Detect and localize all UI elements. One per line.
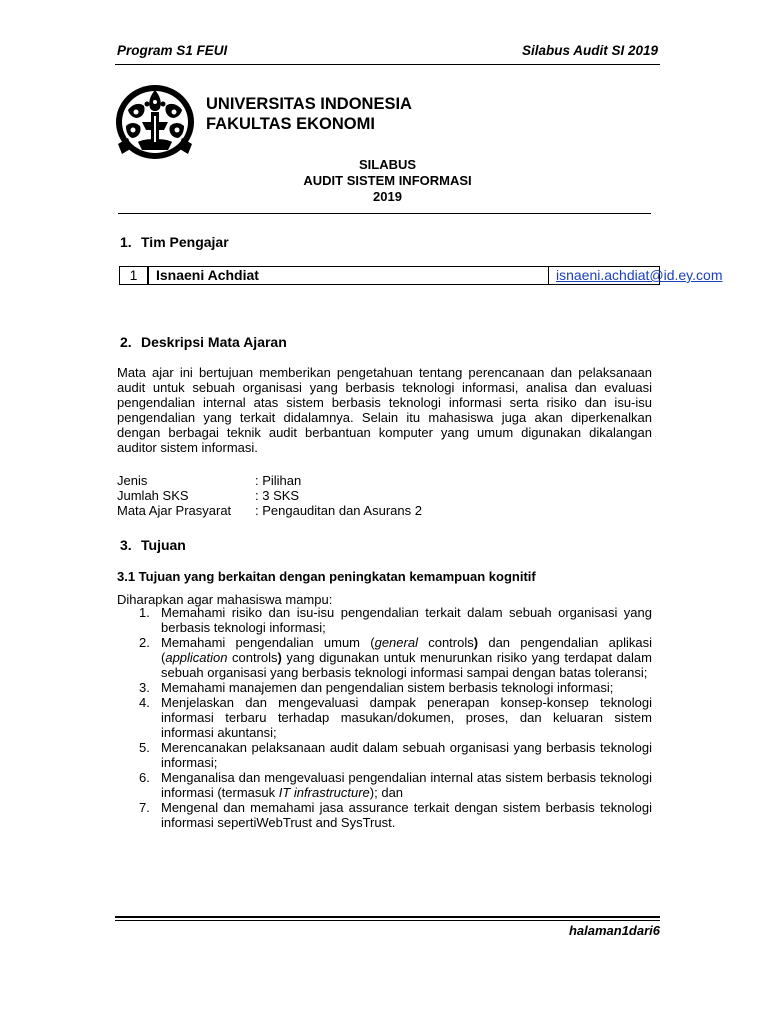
header-doc-title: Silabus Audit SI 2019 — [521, 43, 658, 58]
course-description — [117, 365, 652, 455]
section-heading-tim-pengajar: 1. Tim Pengajar — [120, 234, 229, 250]
section-heading-deskripsi: 2. Deskripsi Mata Ajaran — [120, 334, 287, 350]
university-name: UNIVERSITAS INDONESIA — [206, 95, 412, 113]
page-number: halaman1dari6 — [568, 923, 660, 938]
team-member-name: Isnaeni Achdiat — [156, 267, 259, 283]
objectives-list — [130, 605, 652, 830]
subsection-heading: 3.1 Tujuan yang berkaitan dengan peningkatan kemampuan kognitif — [117, 569, 536, 584]
document-title — [115, 157, 660, 205]
title-year: 2019 — [373, 189, 402, 204]
objective-item: 3. Memahami manajemen dan pengendalian sistem berbasis teknologi informasi; — [139, 680, 614, 695]
team-member-name-cell — [149, 267, 549, 284]
team-member-email-cell — [549, 267, 723, 284]
makara-ui-logo-icon — [114, 82, 196, 160]
title-line-1: SILABUS — [358, 157, 417, 172]
objective-item: 7. Mengenal dan memahami jasa assurance terkait dengan sistem berbasis teknologi informasi sepertiWebTrust and SysTrust. — [139, 800, 652, 830]
meta-value: : 3 SKS — [255, 488, 300, 503]
title-divider — [118, 213, 651, 214]
faculty-name: FAKULTAS EKONOMI — [206, 115, 375, 133]
team-row-number: 1 — [120, 267, 149, 284]
section-heading-tujuan: 3. Tujuan — [120, 537, 186, 553]
meta-key: Jenis — [117, 473, 148, 488]
objective-item: 1. Memahami risiko dan isu-isu pengendalian terkait dalam sebuah organisasi yang berbasis teknologi informasi; — [139, 605, 652, 635]
objective-item: 5. Merencanakan pelaksanaan audit dalam sebuah organisasi yang berbasis teknologi informasi; — [139, 740, 652, 770]
team-member-email-link[interactable]: isnaeni.achdiat@id.ey.com — [556, 267, 723, 283]
meta-value: : Pilihan — [255, 473, 302, 488]
meta-key: Mata Ajar Prasyarat — [117, 503, 232, 518]
running-header — [115, 43, 660, 63]
team-table — [119, 266, 723, 285]
footer-rule-thick — [115, 916, 660, 918]
footer-rule-thin — [115, 920, 660, 921]
objective-item: 4. Menjelaskan dan mengevaluasi dampak penerapan konsep-konsep teknologi informasi terbaru terhadap masukan/dokumen, proses, dan keluaran sistem informasi akuntansi; — [139, 695, 652, 740]
header-rule — [115, 64, 660, 65]
header-program: Program S1 FEUI — [117, 43, 228, 58]
meta-value: : Pengauditan dan Asurans 2 — [255, 503, 422, 518]
objectives-intro: Diharapkan agar mahasiswa mampu: — [117, 592, 333, 607]
title-line-2: AUDIT SISTEM INFORMASI — [303, 173, 472, 188]
objective-item: 6. Menganalisa dan mengevaluasi pengendalian internal atas sistem berbasis teknologi informasi (termasuk IT infrastructure); dan — [139, 770, 652, 800]
institution-name — [206, 94, 412, 134]
objective-item: 2. Memahami pengendalian umum (general controls) dan pengendalian aplikasi (application controls) yang digunakan untuk menurunkan risiko yang terdapat dalam sebuah organisasi yang berbasis teknologi informasi sampai dengan batas toleransi; — [139, 635, 652, 680]
description-text: Mata ajar ini bertujuan memberikan pengetahuan tentang perencanaan dan pelaksanaan audit untuk sebuah organisasi yang berbasis teknologi informasi, analisa dan evaluasi pengendalian internal atas sistem berbasis teknologi informasi serta risiko dan isu-isu pengendalian yang terkait didalamnya. Selain itu mahasiswa juga akan diperkenalkan dengan berbagai teknik audit berbantuan komputer yang umum digunakan dikalangan auditor sistem informasi. — [117, 365, 652, 455]
meta-key: Jumlah SKS — [117, 488, 189, 503]
